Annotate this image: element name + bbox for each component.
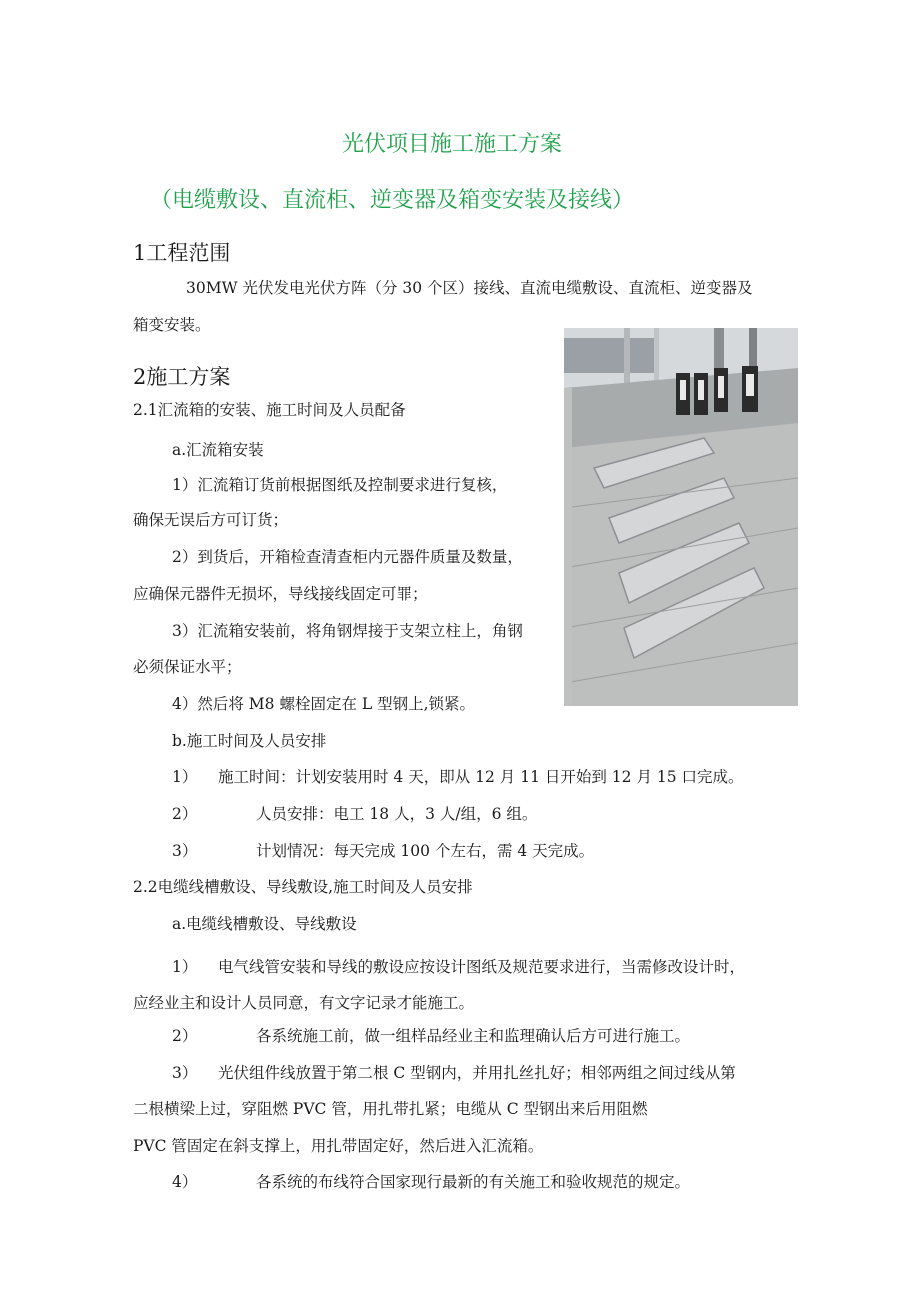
list-item: 施工时间：计划安装用时 4 天，即从 12 月 11 日开始到 12 月 15 口完成。 [218, 768, 744, 786]
subheading-b: b.施工时间及人员安排 [172, 732, 327, 750]
combiner-box-photo [564, 328, 798, 706]
list-item: 1）汇流箱订货前根据图纸及控制要求进行复核， [172, 476, 508, 494]
paragraph-line: 30MW 光伏发电光伏方阵（分 30 个区）接线、直流电缆敷设、直流柜、逆变器及 [186, 279, 753, 297]
paragraph-line: 箱变安装。 [133, 316, 211, 334]
photo-illustration [564, 328, 798, 706]
section-2-heading: 2施工方案 [133, 365, 231, 389]
list-item: 计划情况：每天完成 100 个左右，需 4 天完成。 [256, 842, 595, 860]
list-item: 光伏组件线放置于第二根 C 型钢内，并用扎丝扎好；相邻两组之间过线从第 [218, 1064, 736, 1082]
list-number: 3） [172, 1064, 198, 1082]
list-number: 2） [172, 1027, 198, 1045]
list-item: 各系统施工前，做一组样品经业主和监理确认后方可进行施工。 [256, 1027, 691, 1045]
section-2-1-heading: 2.1汇流箱的安装、施工时间及人员配备 [133, 401, 406, 419]
list-item-cont: 确保无误后方可订货； [133, 511, 289, 529]
doc-subtitle: （电缆敷设、直流柜、逆变器及箱变安装及接线） [150, 188, 635, 213]
list-item-cont: 应经业主和设计人员同意，有文字记录才能施工。 [133, 994, 475, 1012]
list-item-cont: 必须保证水平； [133, 658, 242, 676]
list-number: 4） [172, 1173, 198, 1191]
list-item: 3）汇流箱安装前，将角钢焊接于支架立柱上，角钢 [172, 622, 523, 640]
list-item: 各系统的布线符合国家现行最新的有关施工和验收规范的规定。 [256, 1173, 691, 1191]
doc-title: 光伏项目施工施工方案 [342, 132, 563, 157]
section-1-heading: 1工程范围 [133, 241, 231, 265]
section-2-2-heading: 2.2电缆线槽敷设、导线敷设,施工时间及人员安排 [133, 878, 473, 896]
list-item-cont: 二根横梁上过，穿阻燃 PVC 管，用扎带扎紧；电缆从 C 型钢出来后用阻燃 [133, 1100, 648, 1118]
list-item: 电气线管安装和导线的敷设应按设计图纸及规范要求进行，当需修改设计时， [218, 958, 746, 976]
list-item-cont: PVC 管固定在斜支撑上，用扎带固定好，然后进入汇流箱。 [133, 1137, 544, 1155]
list-number: 3） [172, 842, 198, 860]
list-number: 1） [172, 768, 198, 786]
subheading-a: a.汇流箱安装 [172, 441, 264, 459]
list-item: 2）到货后，开箱检查清查柜内元器件质量及数量， [172, 548, 523, 566]
list-item-cont: 应确保元器件无损坏，导线接线固定可罪； [133, 585, 428, 603]
list-number: 1） [172, 958, 198, 976]
list-number: 2） [172, 805, 198, 823]
subheading-a: a.电缆线槽敷设、导线敷设 [172, 915, 357, 933]
list-item: 人员安排：电工 18 人，3 人/组，6 组。 [256, 805, 538, 823]
list-item: 4）然后将 M8 螺栓固定在 L 型钢上,锁紧。 [172, 695, 476, 713]
